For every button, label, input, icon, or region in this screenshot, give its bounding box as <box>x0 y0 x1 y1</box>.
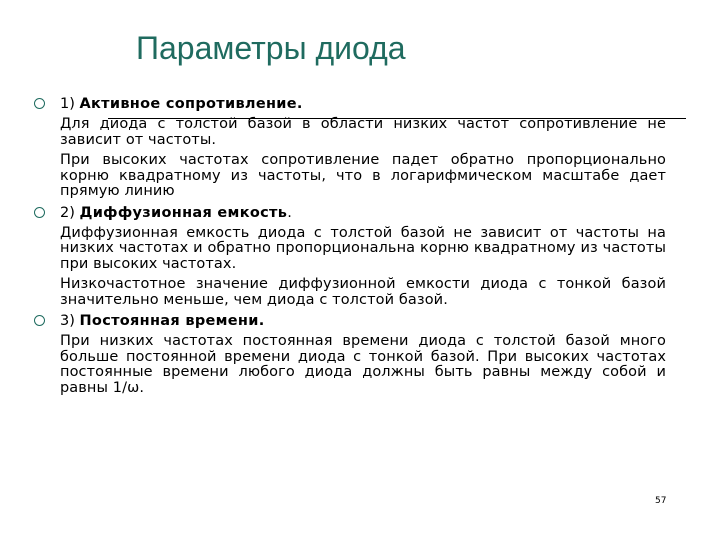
slide-title: Параметры диода <box>136 30 406 66</box>
item-number: 3) <box>60 313 80 329</box>
list-item <box>34 313 666 396</box>
item-paragraph: При низких частотах постоянная времени диода с толстой базой много больше постоянной времени диода с тонкой базой. При высоких частотах постоянные времени любого диода должны быть равны между собой и равны 1/ω. <box>60 333 666 396</box>
item-heading-line <box>34 96 666 113</box>
item-paragraph: Диффузионная емкость диода с толстой базой не зависит от частоты на низких частотах и обратно пропорциональна корню квадратному из частоты при высоких частотах. <box>60 224 666 272</box>
item-number: 1) <box>60 96 80 112</box>
item-heading-suffix: . <box>287 204 292 221</box>
item-paragraph: При высоких частотах сопротивление падет обратно пропорционально корню квадратному из частоты, что в логарифмическом масштабе дает прямую линию <box>60 152 666 199</box>
bullet-icon <box>34 315 45 326</box>
item-heading: Диффузионная емкость <box>79 204 288 221</box>
item-heading: Постоянная времени. <box>79 313 265 329</box>
item-paragraph: Низкочастотное значение диффузионной емкости диода с тонкой базой значительно меньше, чем диода с толстой базой. <box>60 276 666 308</box>
item-heading: Активное сопротивление. <box>79 96 303 112</box>
bullet-icon <box>34 207 45 218</box>
item-number: 2) <box>60 204 80 221</box>
bullet-icon <box>34 98 45 109</box>
list-item <box>34 205 666 309</box>
list-item <box>34 96 666 200</box>
page-number: 57 <box>655 496 667 506</box>
item-heading-line <box>34 205 666 222</box>
item-heading-line <box>34 313 666 330</box>
item-paragraph: Для диода с толстой базой в области низких частот сопротивление не зависит от частоты. <box>60 116 666 148</box>
slide-content <box>34 96 666 401</box>
